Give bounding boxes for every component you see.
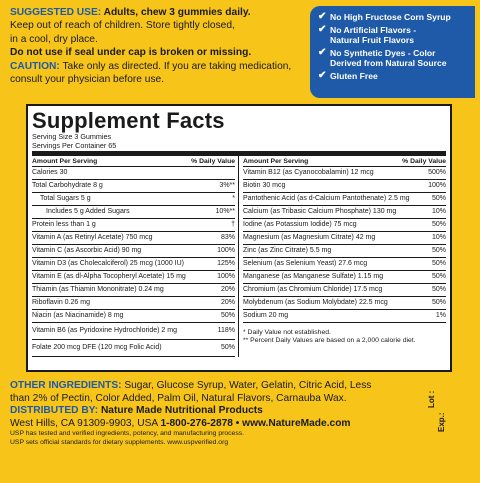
exp-label: Exp.: [437, 412, 446, 432]
other-ingredients-line-2: than 2% of Pectin, Color Added, Palm Oil, Natural Flavors, Carnauba Wax. [10, 392, 347, 404]
caution-line-2: consult your physician before use. [10, 74, 165, 86]
distributed-by-label: DISTRIBUTED BY: [10, 405, 99, 417]
nutrient-daily-value: 10% [431, 208, 446, 216]
nutrient-row [32, 258, 235, 271]
nutrient-amount: Includes 5 g Added Sugars [46, 208, 130, 216]
seal-warning: Do not use if seal under cap is broken or missing. [10, 47, 252, 59]
check-icon: ✔ [318, 24, 327, 35]
nutrient-amount: Vitamin B12 (as Cyanocobalamin) 12 mcg [243, 169, 374, 177]
nutrient-amount: Selenium (as Selenium Yeast) 27.6 mcg [243, 260, 368, 268]
nutrient-row [32, 310, 235, 323]
nutrient-daily-value: 83% [220, 234, 235, 242]
nutrient-amount: Pantothenic Acid (as d-Calcium Pantothenate) 2.5 mg [243, 195, 410, 203]
nutrient-daily-value: 1% [435, 312, 446, 320]
supplement-facts-title: Supplement Facts [32, 108, 225, 133]
nutrient-row [32, 284, 235, 297]
nutrient-row [243, 219, 446, 232]
nutrient-amount: Calories 30 [32, 169, 68, 177]
nutrient-amount: Vitamin A (as Retinyl Acetate) 750 mcg [32, 234, 153, 242]
check-icon: ✔ [318, 47, 327, 58]
nutrient-daily-value: 50% [431, 247, 446, 255]
footnote-2: ** Percent Daily Values are based on a 2,000 calorie diet. [243, 337, 416, 345]
nutrient-row [32, 206, 235, 219]
nutrient-row [32, 297, 235, 310]
nutrient-row [32, 219, 235, 232]
nutrient-amount: Biotin 30 mcg [243, 182, 286, 190]
nutrient-amount: Magnesium (as Magnesium Citrate) 42 mg [243, 234, 376, 242]
nutrient-daily-value: 125% [217, 260, 235, 268]
check-icon: ✔ [318, 70, 327, 81]
nutrient-row [243, 206, 446, 219]
nutrient-row [243, 193, 446, 206]
nutrient-amount: Protein less than 1 g [32, 221, 96, 229]
nutrient-amount: Vitamin B6 (as Pyridoxine Hydrochloride) 2 mg [32, 327, 177, 335]
nutrient-daily-value: 10%** [215, 208, 235, 216]
footnote-1: * Daily Value not established. [243, 329, 331, 337]
facts-header-left: Amount Per Serving % Daily Value [32, 158, 235, 166]
claim-item [318, 71, 471, 81]
claim-item [318, 12, 471, 22]
nutrient-daily-value: 500% [428, 169, 446, 177]
nutrient-daily-value: 20% [220, 286, 235, 294]
nutrient-daily-value: 100% [217, 273, 235, 281]
nutrient-row [32, 167, 235, 180]
nutrient-amount: Riboflavin 0.26 mg [32, 299, 90, 307]
nutrient-daily-value: 50% [220, 344, 235, 352]
nutrient-row [243, 258, 446, 271]
nutrient-amount: Molybdenum (as Sodium Molybdate) 22.5 mcg [243, 299, 388, 307]
nutrient-amount: Vitamin D3 (as Cholecalciferol) 25 mcg (1000 IU) [32, 260, 184, 268]
suggested-use-text: Adults, chew 3 gummies daily. [101, 7, 251, 18]
nutrient-row [243, 284, 446, 297]
nutrient-daily-value: 50% [431, 286, 446, 294]
nutrient-daily-value: 50% [431, 273, 446, 281]
serving-size: Serving Size 3 Gummies [32, 132, 112, 141]
nutrient-row [243, 297, 446, 310]
nutrient-row [243, 245, 446, 258]
nutrient-amount: Manganese (as Manganese Sulfate) 1.15 mg [243, 273, 384, 281]
nutrient-amount: Chromium (as Chromium Chloride) 17.5 mcg [243, 286, 383, 294]
nutrient-daily-value: 20% [220, 299, 235, 307]
distributor-address: West Hills, CA 91309-9903, USA [10, 417, 161, 429]
nutrient-daily-value: 50% [431, 299, 446, 307]
nutrient-amount: Vitamin C (as Ascorbic Acid) 90 mg [32, 247, 142, 255]
claim-text: No Artificial Flavors - Natural Fruit Flavors [330, 25, 417, 45]
nutrient-amount: Sodium 20 mg [243, 312, 289, 320]
nutrient-daily-value: 3%** [219, 182, 235, 190]
nutrient-amount: Zinc (as Zinc Citrate) 5.5 mg [243, 247, 332, 255]
nutrient-daily-value: 50% [220, 312, 235, 320]
nutrient-amount: Calcium (as Tribasic Calcium Phosphate) 130 mg [243, 208, 397, 216]
nutrient-daily-value: 100% [428, 182, 446, 190]
usp-line-2: USP sets official standards for dietary supplements. www.uspverified.org [10, 438, 229, 446]
nutrient-row [32, 271, 235, 284]
nutrient-row [243, 310, 446, 323]
nutrient-row [243, 232, 446, 245]
check-icon: ✔ [318, 11, 327, 22]
storage-line-1: Keep out of reach of children. Store tightly closed, [10, 20, 235, 32]
nutrient-daily-value: 10% [431, 234, 446, 242]
distributor-name: Nature Made Nutritional Products [98, 405, 263, 417]
nutrient-daily-value: 100% [217, 247, 235, 255]
nutrient-amount: Iodine (as Potassium Iodide) 75 mcg [243, 221, 357, 229]
nutrient-row [32, 232, 235, 245]
usp-line-1: USP has tested and verified ingredients, potency, and manufacturing process. [10, 430, 245, 438]
facts-column-left [32, 156, 239, 357]
nutrient-row [243, 167, 446, 180]
nutrient-row [243, 180, 446, 193]
contact-info: 1-800-276-2878 • www.NatureMade.com [160, 417, 351, 429]
footnotes [243, 329, 446, 345]
nutrient-amount: Thiamin (as Thiamin Mononitrate) 0.24 mg [32, 286, 164, 294]
nutrient-row [32, 323, 235, 340]
nutrient-amount: Niacin (as Niacinamide) 8 mg [32, 312, 124, 320]
caution-text: Take only as directed. If you are taking medication, [59, 60, 292, 72]
supplement-facts-panel [26, 104, 452, 372]
nutrient-daily-value: 50% [431, 195, 446, 203]
claim-text: No Synthetic Dyes - Color Derived from Natural Source [330, 48, 447, 68]
nutrient-amount: Total Sugars 5 g [40, 195, 91, 203]
claims-badge [310, 6, 475, 98]
nutrient-daily-value: 118% [217, 327, 235, 335]
nutrient-row [32, 245, 235, 258]
usage-instructions [10, 6, 310, 86]
nutrient-daily-value: 50% [431, 221, 446, 229]
nutrient-daily-value: * [232, 195, 235, 203]
servings-per-container: Servings Per Container 65 [32, 140, 117, 150]
facts-column-right [239, 156, 446, 357]
nutrient-row [32, 180, 235, 193]
nutrient-amount: Vitamin E (as dl-Alpha Tocopheryl Acetate) 15 mg [32, 273, 186, 281]
claim-text: Gluten Free [330, 71, 378, 81]
nutrient-daily-value: † [231, 221, 235, 229]
storage-line-2: in a cool, dry place. [10, 33, 98, 45]
nutrient-row [32, 193, 235, 206]
nutrient-daily-value: 50% [431, 260, 446, 268]
claim-item [318, 48, 471, 68]
nutrient-row [32, 340, 235, 357]
nutrient-amount: Folate 200 mcg DFE (120 mcg Folic Acid) [32, 344, 162, 352]
claim-item [318, 25, 471, 45]
lot-label: Lot : [427, 390, 436, 408]
suggested-use-label: SUGGESTED USE: [10, 7, 102, 18]
claim-text: No High Fructose Corn Syrup [330, 12, 451, 22]
nutrient-amount: Total Carbohydrate 8 g [32, 182, 103, 190]
nutrient-row [243, 271, 446, 284]
other-ingredients-label: OTHER INGREDIENTS: [10, 380, 122, 391]
facts-header-right: Amount Per Serving % Daily Value [243, 158, 446, 166]
caution-label: CAUTION: [10, 60, 60, 72]
other-ingredients-text: Sugar, Glucose Syrup, Water, Gelatin, Citric Acid, Less [121, 380, 372, 391]
ingredients-and-distributor [10, 380, 410, 448]
